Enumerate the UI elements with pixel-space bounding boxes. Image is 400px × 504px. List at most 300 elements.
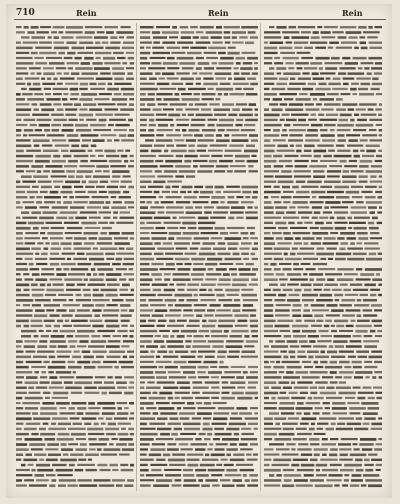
text-word: [52, 139, 66, 141]
text-word: [140, 78, 147, 81]
text-word: [85, 392, 100, 394]
text-word: [85, 26, 102, 28]
text-word: [228, 78, 232, 81]
text-word: [71, 93, 80, 95]
text-word: [336, 98, 343, 101]
text-word: [140, 263, 150, 265]
text-word: [29, 263, 34, 266]
text-word: [75, 57, 82, 60]
text-word: [123, 340, 134, 342]
text-word: [298, 26, 315, 28]
header-word-right: Rein: [342, 8, 363, 18]
text-word: [226, 428, 239, 431]
text-word: [61, 448, 73, 451]
text-word: [165, 186, 170, 189]
text-word: [56, 309, 66, 311]
text-word: [119, 454, 130, 456]
text-word: [211, 36, 222, 39]
text-word: [53, 103, 61, 105]
text-word: [96, 165, 109, 168]
text-word: [339, 119, 348, 122]
text-word: [330, 232, 338, 234]
text-word: [286, 443, 295, 445]
text-word: [238, 268, 250, 271]
text-word: [16, 206, 23, 208]
text-word: [207, 258, 222, 261]
text-word: [242, 351, 256, 354]
text-word: [279, 381, 290, 384]
text-word: [149, 423, 165, 425]
text-word: [329, 42, 339, 45]
text-word: [363, 387, 372, 389]
text-word: [372, 320, 382, 323]
text-word: [372, 83, 382, 86]
text-word: [275, 309, 290, 311]
text-word: [264, 484, 280, 486]
text-word: [191, 119, 205, 121]
text-word: [166, 263, 175, 266]
text-column-3: [264, 23, 382, 491]
text-word: [225, 42, 231, 44]
text-word: [325, 366, 342, 369]
text-word: [264, 36, 281, 38]
text-word: [314, 155, 321, 158]
text-word: [148, 67, 165, 69]
text-word: [173, 273, 190, 275]
text-word: [127, 36, 135, 38]
text-word: [16, 474, 32, 476]
text-word: [313, 170, 324, 172]
text-word: [199, 294, 214, 296]
text-word: [368, 222, 374, 225]
text-word: [293, 335, 306, 338]
text-word: [157, 129, 173, 131]
text-word: [192, 392, 200, 394]
text-word: [228, 248, 237, 250]
text-word: [214, 114, 226, 116]
text-word: [293, 304, 302, 307]
text-word: [264, 278, 278, 281]
text-word: [84, 57, 93, 60]
text-word: [156, 438, 174, 440]
text-word: [113, 335, 121, 337]
text-word: [93, 273, 97, 276]
text-word: [363, 340, 379, 342]
text-word: [83, 289, 91, 291]
text-word: [167, 448, 179, 451]
text-word: [154, 242, 160, 244]
text-word: [264, 31, 280, 33]
text-word: [196, 474, 209, 477]
text-word: [35, 62, 47, 64]
text-word: [150, 304, 166, 306]
text-word: [63, 93, 68, 95]
text-word: [297, 67, 303, 69]
text-word: [274, 165, 284, 167]
text-word: [245, 42, 254, 45]
text-word: [40, 376, 47, 378]
text-word: [241, 72, 250, 74]
text-word: [218, 407, 234, 409]
text-word: [87, 273, 91, 276]
text-word: [35, 129, 42, 131]
text-word: [310, 93, 325, 96]
text-word: [62, 129, 74, 132]
text-word: [241, 294, 257, 297]
text-word: [16, 145, 31, 148]
text-word: [216, 78, 227, 80]
text-word: [375, 335, 382, 337]
column-1-text-lines: [16, 23, 134, 491]
text-word: [313, 31, 319, 34]
text-word: [16, 443, 27, 446]
text-word: [199, 196, 210, 198]
text-word: [239, 36, 248, 38]
text-word: [130, 412, 134, 414]
text-word: [140, 392, 151, 394]
text-word: [274, 438, 291, 441]
text-word: [123, 263, 134, 265]
text-word: [26, 150, 41, 152]
text-word: [25, 407, 38, 410]
text-word: [350, 119, 354, 122]
text-word: [274, 62, 283, 64]
text-word: [105, 320, 118, 323]
text-word: [99, 211, 112, 213]
text-word: [202, 129, 216, 132]
text-word: [140, 387, 144, 390]
text-word: [21, 88, 27, 90]
text-word: [348, 227, 352, 229]
text-word: [196, 402, 202, 404]
text-word: [116, 443, 127, 446]
text-word: [366, 201, 382, 204]
text-word: [365, 479, 382, 482]
text-word: [117, 412, 129, 415]
text-word: [123, 93, 134, 96]
text-word: [117, 402, 128, 404]
text-word: [264, 211, 274, 213]
text-word: [360, 294, 369, 296]
text-word: [214, 428, 224, 430]
text-word: [337, 237, 344, 240]
text-word: [251, 278, 258, 281]
text-word: [236, 57, 245, 60]
text-word: [206, 273, 221, 275]
text-word: [140, 222, 145, 225]
text-word: [310, 371, 328, 373]
text-word: [37, 170, 42, 173]
text-word: [140, 345, 144, 347]
text-word: [296, 181, 306, 184]
text-word: [204, 52, 217, 54]
text-word: [376, 397, 382, 399]
text-word: [377, 330, 382, 332]
text-word: [218, 62, 233, 65]
text-word: [199, 433, 206, 435]
text-word: [60, 191, 72, 194]
text-word: [16, 289, 21, 292]
text-word: [179, 412, 195, 414]
text-word: [301, 31, 311, 33]
text-word: [72, 356, 81, 359]
text-word: [278, 181, 294, 184]
text-word: [155, 278, 162, 280]
text-word: [98, 222, 108, 224]
text-word: [300, 248, 314, 250]
text-word: [336, 196, 350, 199]
text-word: [119, 278, 126, 280]
text-word: [106, 417, 113, 420]
text-word: [65, 387, 82, 390]
text-word: [315, 407, 323, 409]
text-word: [205, 186, 213, 189]
text-word: [208, 47, 226, 50]
text-word: [155, 201, 159, 204]
text-word: [215, 186, 224, 189]
text-word: [171, 52, 185, 54]
text-word: [152, 284, 168, 286]
text-word: [182, 186, 193, 189]
text-word: [129, 402, 134, 405]
text-word: [199, 253, 216, 256]
text-word: [227, 201, 238, 204]
text-word: [194, 237, 209, 239]
text-word: [115, 376, 122, 378]
text-word: [340, 160, 347, 163]
text-word: [284, 253, 288, 256]
text-word: [376, 93, 382, 95]
text-word: [87, 428, 103, 431]
text-word: [294, 47, 302, 49]
text-word: [264, 459, 271, 461]
text-word: [205, 335, 209, 337]
text-word: [166, 134, 181, 136]
text-word: [16, 356, 31, 359]
text-word: [100, 72, 111, 74]
text-word: [25, 232, 38, 234]
text-word: [36, 201, 42, 204]
text-word: [304, 242, 309, 245]
text-word: [36, 464, 50, 467]
text-word: [47, 443, 59, 446]
text-word: [281, 134, 288, 136]
text-word: [56, 67, 66, 69]
text-word: [334, 155, 352, 158]
text-word: [264, 160, 277, 163]
text-word: [283, 469, 295, 471]
text-word: [16, 227, 31, 230]
text-word: [313, 98, 317, 100]
text-word: [217, 206, 230, 209]
text-word: [202, 459, 219, 461]
text-word: [95, 314, 101, 317]
text-word: [156, 258, 173, 260]
text-word: [292, 186, 299, 189]
text-word: [366, 258, 382, 261]
text-word: [250, 314, 256, 316]
text-word: [89, 108, 102, 111]
text-word: [210, 304, 221, 307]
text-word: [94, 67, 110, 70]
text-word: [76, 129, 91, 132]
text-word: [333, 78, 341, 81]
text-word: [337, 129, 351, 131]
text-word: [71, 433, 86, 436]
text-word: [342, 299, 356, 302]
text-word: [216, 294, 224, 297]
text-word: [364, 345, 377, 348]
text-word: [253, 191, 258, 194]
text-word: [297, 433, 312, 435]
text-word: [233, 479, 243, 482]
text-word: [26, 170, 35, 172]
text-word: [216, 268, 227, 271]
text-word: [254, 62, 258, 64]
text-word: [82, 417, 97, 419]
text-word: [39, 124, 50, 127]
text-word: [16, 134, 21, 136]
text-word: [312, 72, 319, 75]
text-word: [140, 119, 147, 121]
text-word: [230, 335, 243, 338]
text-word: [16, 72, 28, 74]
text-word: [327, 191, 344, 193]
text-word: [254, 428, 258, 430]
text-word: [27, 98, 44, 101]
text-word: [325, 407, 330, 409]
text-word: [332, 407, 347, 410]
text-word: [219, 160, 233, 162]
text-word: [347, 258, 364, 261]
text-word: [273, 139, 286, 141]
text-word: [216, 443, 228, 445]
text-word: [117, 103, 127, 105]
text-word: [264, 124, 282, 127]
text-word: [208, 119, 218, 121]
text-word: [197, 356, 202, 358]
text-word: [375, 108, 382, 110]
text-word: [357, 320, 370, 322]
text-word: [374, 325, 382, 327]
text-word: [364, 242, 378, 244]
text-word: [219, 299, 233, 301]
text-word: [330, 371, 337, 374]
text-word: [175, 294, 193, 297]
text-word: [264, 325, 273, 328]
text-word: [69, 119, 78, 121]
text-word: [140, 52, 150, 55]
text-word: [31, 469, 35, 472]
text-word: [140, 294, 156, 296]
text-word: [106, 258, 114, 260]
text-word: [52, 160, 66, 163]
text-word: [51, 124, 61, 126]
text-word: [225, 237, 242, 240]
text-word: [148, 129, 154, 132]
text-word: [232, 36, 237, 39]
text-word: [180, 26, 189, 28]
text-word: [264, 294, 276, 296]
text-word: [98, 103, 116, 105]
text-word: [284, 155, 298, 157]
text-word: [32, 103, 38, 105]
text-word: [247, 78, 256, 80]
text-word: [370, 289, 380, 291]
text-word: [349, 222, 366, 224]
text-word: [140, 175, 155, 177]
text-word: [264, 268, 272, 270]
text-word: [310, 392, 317, 394]
text-word: [304, 289, 312, 292]
text-word: [312, 206, 322, 208]
text-word: [68, 175, 74, 178]
text-word: [264, 222, 273, 224]
text-word: [167, 57, 175, 60]
text-word: [201, 299, 216, 301]
text-word: [374, 72, 382, 74]
text-word: [171, 83, 183, 85]
text-word: [56, 273, 66, 276]
text-word: [165, 474, 181, 476]
text-word: [182, 67, 194, 69]
text-word: [93, 294, 104, 297]
text-word: [246, 263, 254, 265]
text-word: [51, 335, 65, 338]
text-word: [76, 36, 93, 38]
text-word: [193, 191, 198, 193]
text-word: [128, 186, 134, 189]
text-word: [211, 237, 223, 239]
text-word: [228, 47, 236, 49]
text-word: [16, 242, 23, 244]
text-word: [16, 407, 23, 409]
text-word: [48, 366, 66, 369]
text-word: [16, 186, 30, 188]
text-word: [231, 366, 246, 368]
text-word: [282, 423, 298, 425]
text-word: [321, 134, 335, 137]
text-word: [157, 351, 167, 353]
text-word: [65, 31, 82, 33]
text-word: [277, 145, 288, 148]
text-word: [307, 129, 318, 132]
text-word: [156, 114, 167, 116]
text-word: [168, 371, 181, 373]
text-word: [305, 139, 319, 141]
text-word: [176, 263, 183, 265]
text-word: [319, 67, 323, 70]
text-word: [264, 351, 278, 353]
text-word: [311, 160, 318, 162]
text-word: [328, 258, 333, 260]
text-word: [140, 108, 151, 110]
text-word: [184, 155, 197, 158]
text-word: [47, 78, 51, 80]
text-word: [356, 351, 369, 353]
text-word: [22, 93, 33, 95]
text-word: [119, 36, 124, 38]
text-word: [168, 397, 174, 400]
text-word: [211, 201, 219, 203]
text-word: [227, 170, 233, 172]
text-word: [68, 443, 78, 445]
text-word: [112, 469, 118, 471]
text-word: [195, 397, 210, 399]
text-word: [167, 325, 184, 327]
text-word: [32, 114, 49, 116]
text-word: [66, 284, 75, 287]
